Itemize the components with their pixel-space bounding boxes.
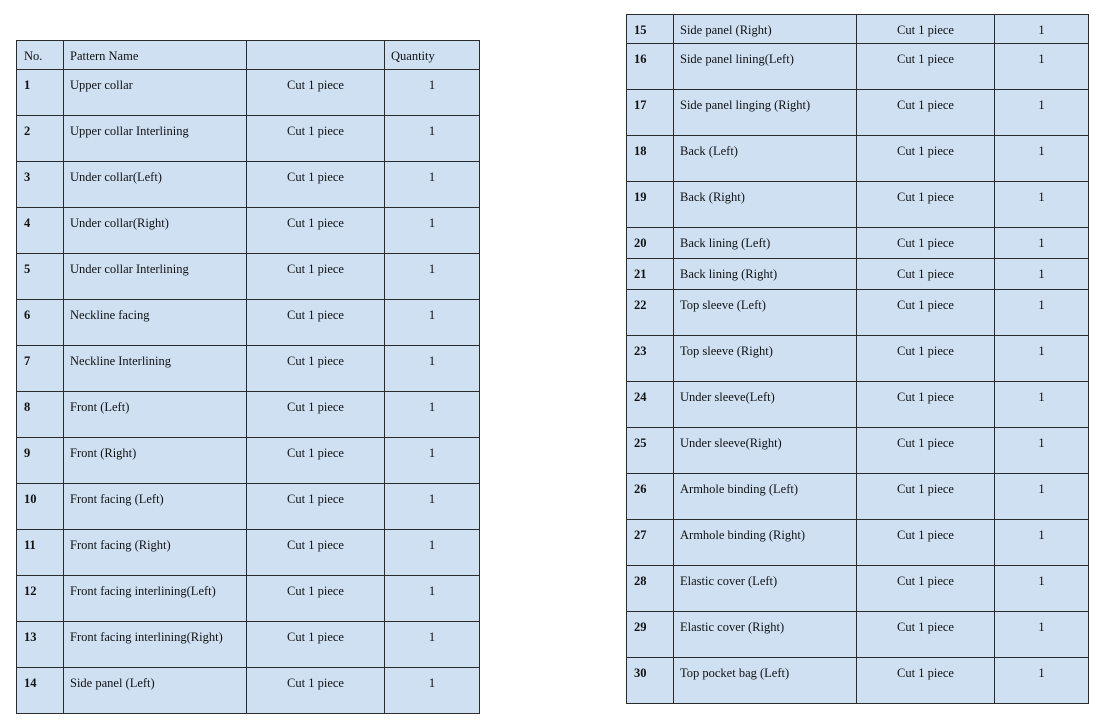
cell-cut: Cut 1 piece bbox=[857, 259, 995, 290]
table-row bbox=[627, 44, 1089, 90]
table-row bbox=[627, 428, 1089, 474]
cell-quantity: 1 bbox=[995, 520, 1089, 566]
cell-pattern-name: Front (Left) bbox=[64, 392, 247, 438]
table-row bbox=[17, 208, 480, 254]
cell-no: 10 bbox=[17, 484, 64, 530]
cell-pattern-name: Neckline Interlining bbox=[64, 346, 247, 392]
table-row bbox=[17, 530, 480, 576]
cell-cut: Cut 1 piece bbox=[247, 392, 385, 438]
cell-cut: Cut 1 piece bbox=[247, 622, 385, 668]
cell-quantity: 1 bbox=[385, 438, 480, 484]
cell-cut: Cut 1 piece bbox=[857, 520, 995, 566]
cell-cut: Cut 1 piece bbox=[247, 668, 385, 714]
cell-no: 5 bbox=[17, 254, 64, 300]
cell-cut: Cut 1 piece bbox=[857, 90, 995, 136]
cell-quantity: 1 bbox=[995, 658, 1089, 704]
cell-cut: Cut 1 piece bbox=[857, 428, 995, 474]
cell-cut: Cut 1 piece bbox=[247, 116, 385, 162]
cell-pattern-name: Front facing interlining(Right) bbox=[64, 622, 247, 668]
cell-no: 17 bbox=[627, 90, 674, 136]
cell-pattern-name: Armhole binding (Left) bbox=[674, 474, 857, 520]
cell-quantity: 1 bbox=[995, 428, 1089, 474]
cell-cut: Cut 1 piece bbox=[247, 576, 385, 622]
cell-cut: Cut 1 piece bbox=[857, 290, 995, 336]
right-table-body bbox=[627, 15, 1089, 704]
cell-no: 21 bbox=[627, 259, 674, 290]
table-row bbox=[627, 474, 1089, 520]
cell-cut: Cut 1 piece bbox=[857, 182, 995, 228]
cell-cut: Cut 1 piece bbox=[247, 438, 385, 484]
table-row bbox=[17, 484, 480, 530]
cell-pattern-name: Under collar Interlining bbox=[64, 254, 247, 300]
cell-quantity: 1 bbox=[385, 208, 480, 254]
cell-cut: Cut 1 piece bbox=[247, 530, 385, 576]
cell-quantity: 1 bbox=[385, 70, 480, 116]
table-row bbox=[627, 182, 1089, 228]
pattern-table-left bbox=[16, 40, 480, 714]
cell-pattern-name: Top sleeve (Left) bbox=[674, 290, 857, 336]
cell-pattern-name: Under collar(Right) bbox=[64, 208, 247, 254]
table-row bbox=[627, 259, 1089, 290]
table-row bbox=[17, 438, 480, 484]
table-row bbox=[17, 70, 480, 116]
cell-cut: Cut 1 piece bbox=[247, 346, 385, 392]
cell-pattern-name: Side panel (Right) bbox=[674, 15, 857, 44]
cell-cut: Cut 1 piece bbox=[247, 300, 385, 346]
cell-quantity: 1 bbox=[995, 612, 1089, 658]
cell-cut: Cut 1 piece bbox=[857, 566, 995, 612]
cell-pattern-name: Armhole binding (Right) bbox=[674, 520, 857, 566]
cell-pattern-name: Under sleeve(Left) bbox=[674, 382, 857, 428]
cell-no: 23 bbox=[627, 336, 674, 382]
cell-pattern-name: Back lining (Left) bbox=[674, 228, 857, 259]
cell-quantity: 1 bbox=[995, 336, 1089, 382]
table-row bbox=[17, 254, 480, 300]
table-row bbox=[627, 520, 1089, 566]
table-row bbox=[17, 576, 480, 622]
cell-no: 16 bbox=[627, 44, 674, 90]
table-row bbox=[627, 136, 1089, 182]
cell-pattern-name: Upper collar Interlining bbox=[64, 116, 247, 162]
cell-no: 30 bbox=[627, 658, 674, 704]
cell-quantity: 1 bbox=[385, 162, 480, 208]
cell-quantity: 1 bbox=[995, 228, 1089, 259]
cell-no: 20 bbox=[627, 228, 674, 259]
header-cut bbox=[247, 41, 385, 70]
table-row bbox=[627, 228, 1089, 259]
cell-quantity: 1 bbox=[995, 182, 1089, 228]
cell-quantity: 1 bbox=[995, 136, 1089, 182]
table-row bbox=[17, 300, 480, 346]
cell-quantity: 1 bbox=[995, 90, 1089, 136]
cell-no: 6 bbox=[17, 300, 64, 346]
cell-quantity: 1 bbox=[385, 300, 480, 346]
cell-pattern-name: Under collar(Left) bbox=[64, 162, 247, 208]
cell-no: 27 bbox=[627, 520, 674, 566]
cell-no: 8 bbox=[17, 392, 64, 438]
cell-quantity: 1 bbox=[995, 290, 1089, 336]
cell-no: 22 bbox=[627, 290, 674, 336]
cell-pattern-name: Neckline facing bbox=[64, 300, 247, 346]
table-row bbox=[17, 392, 480, 438]
cell-quantity: 1 bbox=[995, 259, 1089, 290]
header-no: No. bbox=[17, 41, 64, 70]
cell-cut: Cut 1 piece bbox=[247, 208, 385, 254]
cell-no: 12 bbox=[17, 576, 64, 622]
cell-pattern-name: Top sleeve (Right) bbox=[674, 336, 857, 382]
cell-no: 19 bbox=[627, 182, 674, 228]
cell-quantity: 1 bbox=[385, 484, 480, 530]
table-row bbox=[627, 382, 1089, 428]
cell-pattern-name: Side panel (Left) bbox=[64, 668, 247, 714]
cell-no: 15 bbox=[627, 15, 674, 44]
table-row bbox=[17, 668, 480, 714]
cell-pattern-name: Elastic cover (Left) bbox=[674, 566, 857, 612]
table-row bbox=[627, 290, 1089, 336]
cell-cut: Cut 1 piece bbox=[857, 382, 995, 428]
cell-quantity: 1 bbox=[385, 668, 480, 714]
cell-no: 11 bbox=[17, 530, 64, 576]
cell-no: 25 bbox=[627, 428, 674, 474]
cell-pattern-name: Side panel linging (Right) bbox=[674, 90, 857, 136]
cell-cut: Cut 1 piece bbox=[857, 658, 995, 704]
cell-pattern-name: Under sleeve(Right) bbox=[674, 428, 857, 474]
cell-pattern-name: Front (Right) bbox=[64, 438, 247, 484]
cell-cut: Cut 1 piece bbox=[857, 136, 995, 182]
cell-no: 13 bbox=[17, 622, 64, 668]
cell-cut: Cut 1 piece bbox=[247, 70, 385, 116]
table-row bbox=[627, 566, 1089, 612]
cell-quantity: 1 bbox=[385, 254, 480, 300]
table-row bbox=[17, 622, 480, 668]
cell-quantity: 1 bbox=[995, 15, 1089, 44]
cell-pattern-name: Upper collar bbox=[64, 70, 247, 116]
cell-quantity: 1 bbox=[995, 44, 1089, 90]
cell-pattern-name: Elastic cover (Right) bbox=[674, 612, 857, 658]
cell-pattern-name: Back lining (Right) bbox=[674, 259, 857, 290]
cell-no: 26 bbox=[627, 474, 674, 520]
cell-cut: Cut 1 piece bbox=[857, 336, 995, 382]
cell-cut: Cut 1 piece bbox=[857, 44, 995, 90]
cell-quantity: 1 bbox=[385, 116, 480, 162]
cell-no: 3 bbox=[17, 162, 64, 208]
cell-cut: Cut 1 piece bbox=[247, 254, 385, 300]
cell-pattern-name: Top pocket bag (Left) bbox=[674, 658, 857, 704]
cell-cut: Cut 1 piece bbox=[247, 162, 385, 208]
cell-no: 9 bbox=[17, 438, 64, 484]
cell-no: 2 bbox=[17, 116, 64, 162]
cell-no: 14 bbox=[17, 668, 64, 714]
cell-cut: Cut 1 piece bbox=[857, 228, 995, 259]
table-header-row bbox=[17, 41, 480, 70]
table-row bbox=[17, 346, 480, 392]
cell-quantity: 1 bbox=[385, 530, 480, 576]
pattern-table-right bbox=[626, 14, 1089, 704]
cell-cut: Cut 1 piece bbox=[857, 15, 995, 44]
cell-cut: Cut 1 piece bbox=[857, 612, 995, 658]
cell-quantity: 1 bbox=[385, 576, 480, 622]
left-table-body bbox=[17, 70, 480, 714]
cell-cut: Cut 1 piece bbox=[857, 474, 995, 520]
table-row bbox=[627, 336, 1089, 382]
table-row bbox=[627, 90, 1089, 136]
cell-no: 1 bbox=[17, 70, 64, 116]
table-row bbox=[17, 162, 480, 208]
cell-no: 7 bbox=[17, 346, 64, 392]
header-pattern-name: Pattern Name bbox=[64, 41, 247, 70]
cell-no: 4 bbox=[17, 208, 64, 254]
cell-no: 29 bbox=[627, 612, 674, 658]
cell-quantity: 1 bbox=[995, 566, 1089, 612]
cell-pattern-name: Back (Right) bbox=[674, 182, 857, 228]
cell-no: 28 bbox=[627, 566, 674, 612]
cell-cut: Cut 1 piece bbox=[247, 484, 385, 530]
cell-no: 24 bbox=[627, 382, 674, 428]
table-row bbox=[627, 15, 1089, 44]
cell-pattern-name: Front facing (Left) bbox=[64, 484, 247, 530]
cell-quantity: 1 bbox=[995, 474, 1089, 520]
cell-pattern-name: Front facing (Right) bbox=[64, 530, 247, 576]
cell-quantity: 1 bbox=[385, 392, 480, 438]
cell-quantity: 1 bbox=[385, 622, 480, 668]
cell-quantity: 1 bbox=[995, 382, 1089, 428]
cell-quantity: 1 bbox=[385, 346, 480, 392]
cell-pattern-name: Front facing interlining(Left) bbox=[64, 576, 247, 622]
table-row bbox=[17, 116, 480, 162]
header-quantity: Quantity bbox=[385, 41, 480, 70]
cell-pattern-name: Back (Left) bbox=[674, 136, 857, 182]
table-row bbox=[627, 612, 1089, 658]
cell-no: 18 bbox=[627, 136, 674, 182]
cell-pattern-name: Side panel lining(Left) bbox=[674, 44, 857, 90]
table-row bbox=[627, 658, 1089, 704]
